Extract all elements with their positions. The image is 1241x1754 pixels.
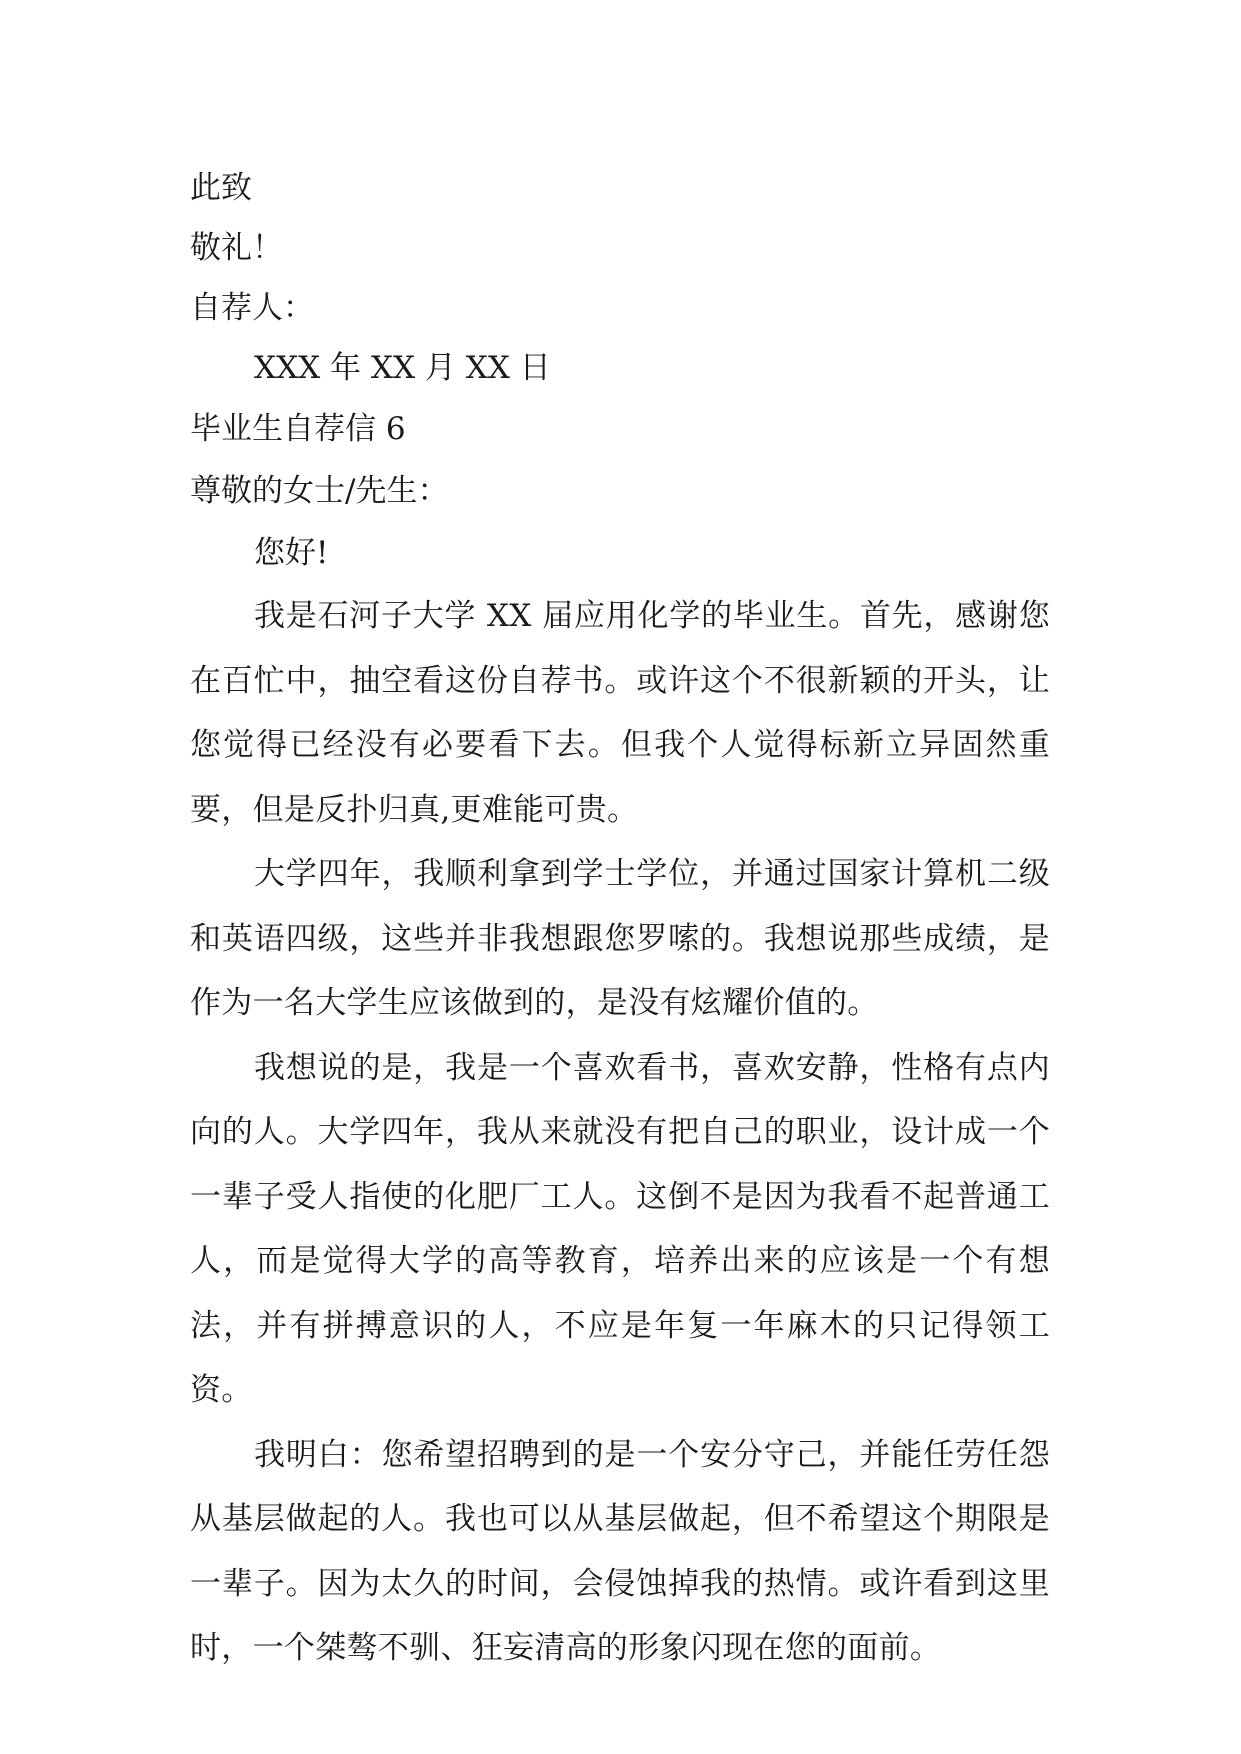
salutation: 尊敬的女士/先生： <box>190 473 449 509</box>
letter-body <box>190 158 1050 1681</box>
previous-letter-closing <box>190 158 1050 398</box>
letter-date: XXX 年 XX 月 XX 日 <box>254 350 551 386</box>
body-paragraph: 我明白：您希望招聘到的是一个安分守己，并能任劳任怨从基层做起的人。我也可以从基层做起，但不希望这个期限是一辈子。因为太久的时间，会侵蚀掉我的热情。或许看到这里时，一个桀骜不驯、狂妄清高的形象闪现在您的面前。 <box>190 1436 1050 1666</box>
greeting: 您好! <box>254 535 329 571</box>
body-paragraph: 我想说的是，我是一个喜欢看书，喜欢安静，性格有点内向的人。大学四年，我从来就没有把自己的职业，设计成一个一辈子受人指使的化肥厂工人。这倒不是因为我看不起普通工人，而是觉得大学的高等教育，培养出来的应该是一个有想法，并有拼搏意识的人，不应是年复一年麻木的只记得领工资。 <box>190 1049 1050 1408</box>
letter-title: 毕业生自荐信 6 <box>190 411 406 447</box>
body-paragraph: 大学四年，我顺利拿到学士学位，并通过国家计算机二级和英语四级，这些并非我想跟您罗嗦的。我想说那些成绩，是作为一名大学生应该做到的，是没有炫耀价值的。 <box>190 856 1050 1021</box>
body-paragraph: 我是石河子大学 XX 届应用化学的毕业生。首先，感谢您在百忙中，抽空看这份自荐书。或许这个不很新颖的开头，让您觉得已经没有必要看下去。但我个人觉得标新立异固然重要，但是反扑归真,更难能可贵。 <box>190 598 1050 828</box>
signer-label: 自荐人： <box>190 290 314 326</box>
closing-phrase: 此致 <box>190 170 252 206</box>
closing-salute: 敬礼！ <box>190 230 283 266</box>
